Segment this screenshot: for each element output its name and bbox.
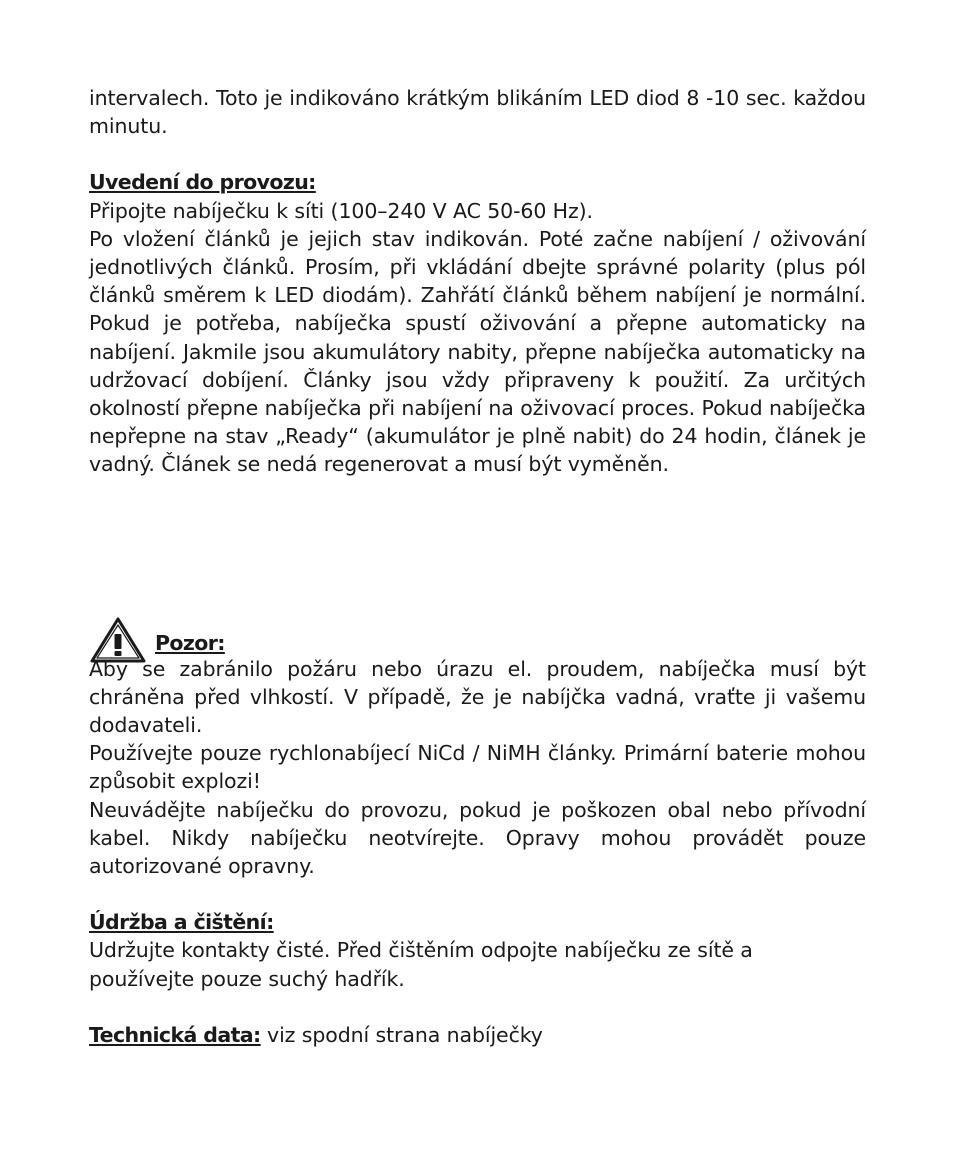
warning-heading-row [89,619,866,655]
spacer [89,880,866,908]
warning-heading: Pozor: [155,630,225,655]
spacer [89,140,866,168]
maintenance-section-heading [89,908,866,936]
warning-paragraph-3: Neuvádějte nabíječku do provozu, pokud je poškozen obal nebo přívodní kabel. Nikdy nabíječku neotvírejte. Opravy mohou provádět pouze autorizované opravny. [89,797,866,879]
maintenance-heading: Údržba a čištění: [89,910,274,935]
intro-paragraph: intervalech. Toto je indikováno krátkým blikáním LED diod 8 -10 sec. každou minutu. [89,86,866,139]
commissioning-heading: Uvedení do provozu: [89,170,316,195]
commissioning-body: Po vložení článků je jejich stav indikován. Poté začne nabíjení / oživování jednotlivých článků. Prosím, při vkládání dbejte správné polarity (plus pól článků směrem k LED diodám). Zahřátí článků během nabíjení je normální. Pokud je potřeba, nabíječka spustí oživování a přepne automaticky na nabíjení. Jakmile jsou akumulátory nabity, přepne nabíječka automaticky na udržovací dobíjení. Články jsou vždy připraveny k použití. Za určitých okolností přepne nabíječka při nabíjení na oživovací proces. Pokud nabíječka nepřepne na stav „Ready“ (akumulátor je plně nabit) do 24 hodin, článek je vadný. Článek se nedá regenerovat a musí být vyměněn. [89,226,866,477]
spacer [89,479,866,619]
commissioning-section-heading [89,168,866,196]
commissioning-connect-line: Připojte nabíječku k síti (100–240 V AC 50-60 Hz). [89,198,593,223]
maintenance-line-1: Udržujte kontakty čisté. Před čištěním odpojte nabíječku ze sítě a [89,938,753,963]
manual-page [89,84,866,1049]
technical-data-heading: Technická data: [89,1022,261,1047]
warning-paragraph-2: Používejte pouze rychlonabíjecí NiCd / NiMH články. Primární baterie mohou způsobit explozi! [89,741,866,794]
spacer [89,993,866,1021]
warning-triangle-icon [89,616,147,664]
maintenance-line-2: používejte pouze suchý hadřík. [89,966,405,991]
technical-data-line [89,1021,866,1049]
warning-paragraph-1: Aby se zabránilo požáru nebo úrazu el. proudem, nabíječka musí být chráněna před vlhkostí. V případě, že je nabíjčka vadná, vraťte ji vašemu dodavateli. [89,656,866,738]
technical-data-text: viz spodní strana nabíječky [260,1022,543,1047]
